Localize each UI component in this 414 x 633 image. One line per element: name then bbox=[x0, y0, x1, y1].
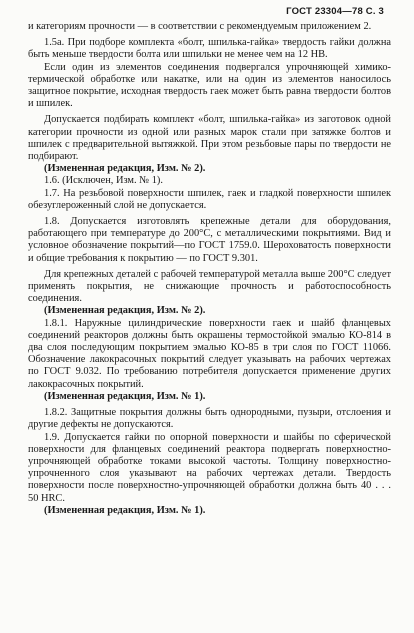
paragraph: Допускается подбирать комплект «болт, шпилька-гайка» из заготовок одной категории прочности из одной или разных марок стали при затяжке болтов и шпилек с предварительной вытяжкой. При этом резьбовые пары по твердости не подбирают. bbox=[28, 114, 391, 163]
paragraph: Для крепежных деталей с рабочей температурой металла выше 200°С следует применять покрытия, не снижающие прочность и работоспособность соединения. bbox=[28, 268, 391, 305]
document-body bbox=[28, 21, 391, 517]
page-header: ГОСТ 23304—78 С. 3 bbox=[286, 6, 384, 17]
amendment-note: (Измененная редакция, Изм. № 2). bbox=[44, 163, 206, 175]
paragraph: Если один из элементов соединения подвергался упрочняющей химико-термической обработке или накатке, или на один из элементов наносилось защитное покрытие, исходная твердость гаек может быть равна твердости болтов и шпилек. bbox=[28, 61, 391, 110]
paragraph: 1.5а. При подборе комплекта «болт, шпилька-гайка» твердость гайки должна быть меньше твердости болта или шпильки не менее чем на 12 НВ. bbox=[28, 37, 391, 61]
paragraph: 1.9. Допускается гайки по опорной поверхности и шайбы по сферической поверхности для фланцевых соединений реактора подвергать поверхностно-упрочняющей обработке токами высокой частоты. Толщину поверхностно-упрочненного слоя указывают на рабочих чертежах детали. Твердость поверхности после поверхностно-упрочняющей обработки должна быть 40 . . . 50 HRC. bbox=[28, 431, 391, 504]
paragraph: 1.8. Допускается изготовлять крепежные детали для оборудования, работающего при температуре до 200°С, с металлическими покрытиями. Вид и условное обозначение покрытий—по ГОСТ 1759.0. Шероховатость поверхности и общие требования к покрытию — по ГОСТ 9.301. bbox=[28, 216, 391, 264]
paragraph: и категориям прочности — в соответствии с рекомендуемым приложением 2. bbox=[28, 21, 372, 32]
paragraph: 1.6. (Исключен, Изм. № 1). bbox=[44, 175, 163, 187]
paragraph: 1.7. На резьбовой поверхности шпилек, гаек и гладкой поверхности шпилек обезуглероженный слой не допускается. bbox=[28, 187, 391, 211]
paragraph: 1.8.2. Защитные покрытия должны быть однородными, пузыри, отслоения и другие дефекты не допускаются. bbox=[28, 407, 391, 431]
amendment-note: (Измененная редакция, Изм. № 2). bbox=[44, 305, 206, 317]
amendment-note: (Измененная редакция, Изм. № 1). bbox=[44, 504, 206, 516]
amendment-note: (Измененная редакция, Изм. № 1). bbox=[44, 390, 206, 402]
paragraph: 1.8.1. Наружные цилиндрические поверхности гаек и шайб фланцевых соединений реакторов должны быть окрашены термостойкой эмалью КО-814 в два слоя последующим покрытием эмалью КО-85 в три слоя по ГОСТ 11066. Обозначение лакокрасочных покрытий следует указывать на рабочих чертежах по ГОСТ 9.032. По требованию потребителя допускается применение других лакокрасочных покрытий. bbox=[28, 317, 391, 390]
